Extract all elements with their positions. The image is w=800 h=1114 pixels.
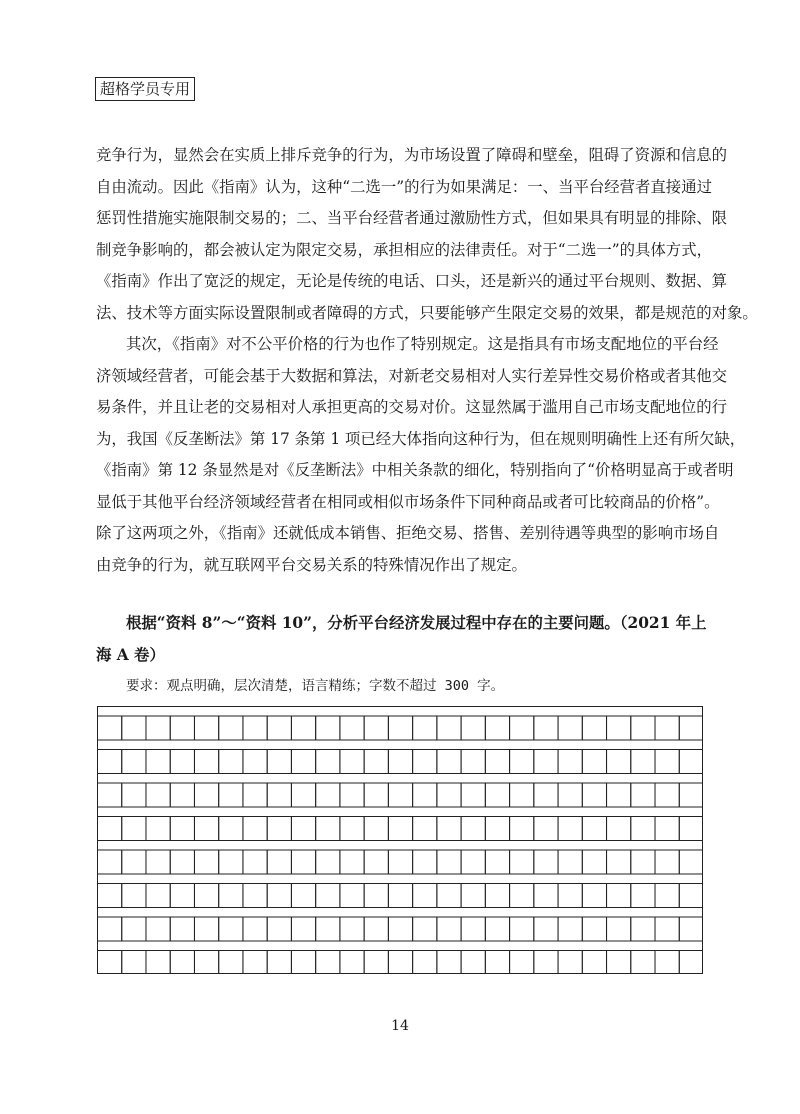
grid-cell[interactable] <box>679 884 703 908</box>
grid-cell[interactable] <box>534 817 558 841</box>
grid-cell[interactable] <box>219 750 243 774</box>
grid-cell[interactable] <box>437 783 461 807</box>
grid-cell[interactable] <box>291 917 315 941</box>
grid-cell[interactable] <box>461 850 485 874</box>
grid-cell[interactable] <box>194 917 218 941</box>
grid-cell[interactable] <box>316 951 340 975</box>
text-line: 法、技术等方面实际设置限制或者障碍的方式，只要能够产生限定交易的效果，都是规范的对象。 <box>96 303 758 322</box>
grid-cell[interactable] <box>340 783 364 807</box>
text-line: 为，我国《反垄断法》第 17 条第 1 项已经大体指向这种行为，但在规则明确性上还有所欠缺， <box>96 429 746 448</box>
grid-cell[interactable] <box>388 951 412 975</box>
grid-cell[interactable] <box>219 951 243 975</box>
grid-cell[interactable] <box>607 917 631 941</box>
page-number: 14 <box>391 1018 409 1034</box>
grid-cell[interactable] <box>534 716 558 740</box>
grid-cell[interactable] <box>98 917 122 941</box>
grid-cell[interactable] <box>340 951 364 975</box>
grid-cell[interactable] <box>219 917 243 941</box>
grid-cell[interactable] <box>461 917 485 941</box>
grid-cell[interactable] <box>679 817 703 841</box>
grid-cell[interactable] <box>170 750 194 774</box>
grid-cell[interactable] <box>243 817 267 841</box>
grid-cell[interactable] <box>655 850 679 874</box>
grid-cell[interactable] <box>170 716 194 740</box>
grid-cell[interactable] <box>267 951 291 975</box>
grid-cell[interactable] <box>582 917 606 941</box>
grid-cell[interactable] <box>413 951 437 975</box>
grid-cell[interactable] <box>364 783 388 807</box>
grid-cell[interactable] <box>582 951 606 975</box>
grid-cell[interactable] <box>340 884 364 908</box>
grid-cell[interactable] <box>631 951 655 975</box>
grid-cell[interactable] <box>510 850 534 874</box>
grid-cell[interactable] <box>316 850 340 874</box>
grid-cell[interactable] <box>267 750 291 774</box>
grid-cell[interactable] <box>679 783 703 807</box>
grid-cell[interactable] <box>267 850 291 874</box>
grid-cell[interactable] <box>607 716 631 740</box>
grid-cell[interactable] <box>219 884 243 908</box>
grid-cell[interactable] <box>534 750 558 774</box>
grid-cell[interactable] <box>413 750 437 774</box>
grid-cell[interactable] <box>582 716 606 740</box>
grid-cell[interactable] <box>291 783 315 807</box>
grid-cell[interactable] <box>194 850 218 874</box>
grid-row <box>98 817 704 841</box>
grid-cell[interactable] <box>122 716 146 740</box>
grid-cell[interactable] <box>461 783 485 807</box>
grid-row <box>98 850 704 874</box>
grid-cell[interactable] <box>364 750 388 774</box>
grid-cell[interactable] <box>655 951 679 975</box>
grid-cell[interactable] <box>437 917 461 941</box>
grid-cell[interactable] <box>146 817 170 841</box>
grid-cell[interactable] <box>219 817 243 841</box>
text-line: 除了这两项之外，《指南》还就低成本销售、拒绝交易、搭售、差别待遇等典型的影响市场自 <box>96 524 720 542</box>
grid-cell[interactable] <box>388 783 412 807</box>
grid-cell[interactable] <box>98 783 122 807</box>
grid-cell[interactable] <box>122 850 146 874</box>
grid-cell[interactable] <box>558 783 582 807</box>
grid-cell[interactable] <box>558 817 582 841</box>
grid-row <box>98 750 704 774</box>
grid-cell[interactable] <box>291 951 315 975</box>
grid-cell[interactable] <box>364 817 388 841</box>
grid-cell[interactable] <box>534 917 558 941</box>
grid-cell[interactable] <box>316 817 340 841</box>
grid-cell[interactable] <box>316 917 340 941</box>
text-line: 济领域经营者，可能会基于大数据和算法，对新老交易相对人实行差异性交易价格或者其他交 <box>96 366 728 385</box>
grid-cell[interactable] <box>510 716 534 740</box>
grid-cell[interactable] <box>607 850 631 874</box>
grid-cell[interactable] <box>388 850 412 874</box>
grid-cell[interactable] <box>607 817 631 841</box>
grid-cell[interactable] <box>340 716 364 740</box>
grid-cell[interactable] <box>534 951 558 975</box>
grid-cell[interactable] <box>534 783 558 807</box>
grid-cell[interactable] <box>194 951 218 975</box>
grid-cell[interactable] <box>316 884 340 908</box>
grid-cell[interactable] <box>340 817 364 841</box>
grid-row <box>98 917 704 941</box>
grid-cell[interactable] <box>558 750 582 774</box>
grid-cell[interactable] <box>267 783 291 807</box>
grid-cell[interactable] <box>558 884 582 908</box>
grid-cell[interactable] <box>98 817 122 841</box>
grid-cell[interactable] <box>170 783 194 807</box>
grid-cell[interactable] <box>316 750 340 774</box>
grid-cell[interactable] <box>243 783 267 807</box>
text-line: 易条件，并且让老的交易相对人承担更高的交易对价。这显然属于滥用自己市场支配地位的行 <box>96 398 728 416</box>
grid-cell[interactable] <box>170 917 194 941</box>
text-line: 《指南》第 12 条显然是对《反垄断法》中相关条款的细化，特别指向了“价格明显高于或者明 <box>96 461 734 479</box>
grid-cell[interactable] <box>558 917 582 941</box>
grid-cell[interactable] <box>631 884 655 908</box>
grid-cell[interactable] <box>485 850 509 874</box>
grid-cell[interactable] <box>122 884 146 908</box>
grid-cell[interactable] <box>194 783 218 807</box>
grid-cell[interactable] <box>485 917 509 941</box>
grid-row <box>98 884 704 908</box>
grid-cell[interactable] <box>631 850 655 874</box>
grid-cell[interactable] <box>146 884 170 908</box>
grid-cell[interactable] <box>170 817 194 841</box>
grid-cell[interactable] <box>316 716 340 740</box>
grid-cell[interactable] <box>267 817 291 841</box>
grid-cell[interactable] <box>364 850 388 874</box>
grid-row <box>98 716 704 740</box>
grid-cell[interactable] <box>510 884 534 908</box>
grid-cell[interactable] <box>146 951 170 975</box>
grid-cell[interactable] <box>291 850 315 874</box>
grid-cell[interactable] <box>582 750 606 774</box>
grid-cell[interactable] <box>316 783 340 807</box>
body-text <box>96 140 758 581</box>
grid-cell[interactable] <box>485 951 509 975</box>
grid-cell[interactable] <box>655 884 679 908</box>
grid-cell[interactable] <box>558 850 582 874</box>
text-line: 惩罚性措施实施限制交易的；二、当平台经营者通过激励性方式，但如果具有明显的排除、限 <box>96 209 728 227</box>
grid-cell[interactable] <box>510 750 534 774</box>
grid-cell[interactable] <box>340 850 364 874</box>
grid-cell[interactable] <box>243 951 267 975</box>
grid-cell[interactable] <box>679 917 703 941</box>
grid-cell[interactable] <box>146 783 170 807</box>
grid-cell[interactable] <box>364 951 388 975</box>
grid-cell[interactable] <box>631 783 655 807</box>
text-line: 《指南》作出了宽泛的规定，无论是传统的电话、口头，还是新兴的通过平台规则、数据、算 <box>96 272 728 290</box>
grid-cell[interactable] <box>291 884 315 908</box>
grid-cell[interactable] <box>146 716 170 740</box>
grid-cell[interactable] <box>437 884 461 908</box>
grid-cell[interactable] <box>655 716 679 740</box>
text-line: 自由流动。因此《指南》认为，这种“二选一”的行为如果满足：一、当平台经营者直接通过 <box>96 177 712 196</box>
grid-cell[interactable] <box>655 917 679 941</box>
grid-cell[interactable] <box>413 884 437 908</box>
grid-cell[interactable] <box>461 884 485 908</box>
grid-row <box>98 951 704 975</box>
grid-cell[interactable] <box>364 716 388 740</box>
grid-cell[interactable] <box>437 817 461 841</box>
question-line: 海 A 卷） <box>96 645 165 664</box>
grid-cell[interactable] <box>243 750 267 774</box>
grid-cell[interactable] <box>267 716 291 740</box>
grid-cell[interactable] <box>437 850 461 874</box>
grid-cell[interactable] <box>582 884 606 908</box>
grid-cell[interactable] <box>146 850 170 874</box>
grid-cell[interactable] <box>170 850 194 874</box>
grid-cell[interactable] <box>631 917 655 941</box>
answer-grid-svg <box>97 706 703 974</box>
grid-cell[interactable] <box>170 951 194 975</box>
grid-cell[interactable] <box>582 850 606 874</box>
grid-cell[interactable] <box>631 716 655 740</box>
grid-cell[interactable] <box>558 716 582 740</box>
grid-cell[interactable] <box>558 951 582 975</box>
grid-cell[interactable] <box>413 817 437 841</box>
grid-row <box>98 783 704 807</box>
grid-cell[interactable] <box>388 716 412 740</box>
grid-cell[interactable] <box>146 917 170 941</box>
grid-cell[interactable] <box>485 783 509 807</box>
grid-cell[interactable] <box>607 884 631 908</box>
grid-cell[interactable] <box>437 716 461 740</box>
grid-cell[interactable] <box>243 850 267 874</box>
grid-cell[interactable] <box>98 951 122 975</box>
exclusive-badge: 超格学员专用 <box>95 77 195 101</box>
grid-cell[interactable] <box>243 716 267 740</box>
grid-cell[interactable] <box>461 716 485 740</box>
grid-cell[interactable] <box>122 750 146 774</box>
grid-cell[interactable] <box>534 850 558 874</box>
grid-cell[interactable] <box>607 750 631 774</box>
grid-cell[interactable] <box>340 750 364 774</box>
text-line: 制竞争影响的，都会被认定为限定交易，承担相应的法律责任。对于“二选一”的具体方式， <box>96 240 712 259</box>
grid-cell[interactable] <box>679 750 703 774</box>
grid-cell[interactable] <box>98 850 122 874</box>
grid-cell[interactable] <box>388 750 412 774</box>
text-line: 其次，《指南》对不公平价格的行为也作了特别规定。这是指具有市场支配地位的平台经 <box>126 335 719 353</box>
grid-cell[interactable] <box>243 884 267 908</box>
grid-cell[interactable] <box>582 817 606 841</box>
grid-cell[interactable] <box>170 884 194 908</box>
grid-cell[interactable] <box>485 817 509 841</box>
grid-cell[interactable] <box>122 783 146 807</box>
text-line: 竞争行为，显然会在实质上排斥竞争的行为，为市场设置了障碍和壁垒，阻碍了资源和信息的 <box>96 146 728 164</box>
grid-cell[interactable] <box>413 917 437 941</box>
grid-cell[interactable] <box>485 750 509 774</box>
grid-cell[interactable] <box>243 917 267 941</box>
grid-cell[interactable] <box>510 783 534 807</box>
grid-cell[interactable] <box>631 817 655 841</box>
grid-cell[interactable] <box>98 750 122 774</box>
grid-cell[interactable] <box>291 750 315 774</box>
grid-cell[interactable] <box>461 951 485 975</box>
grid-cell[interactable] <box>437 951 461 975</box>
grid-cell[interactable] <box>194 884 218 908</box>
grid-cell[interactable] <box>98 716 122 740</box>
grid-cell[interactable] <box>146 750 170 774</box>
grid-cell[interactable] <box>194 750 218 774</box>
grid-cell[interactable] <box>194 817 218 841</box>
grid-cell[interactable] <box>461 750 485 774</box>
grid-cell[interactable] <box>364 884 388 908</box>
grid-cell[interactable] <box>122 951 146 975</box>
grid-cell[interactable] <box>267 884 291 908</box>
grid-cell[interactable] <box>413 850 437 874</box>
grid-cell[interactable] <box>219 716 243 740</box>
grid-cell[interactable] <box>534 884 558 908</box>
grid-cell[interactable] <box>582 783 606 807</box>
text-line: 由竞争的行为，就互联网平台交易关系的特殊情况作出了规定。 <box>96 555 527 574</box>
grid-cell[interactable] <box>655 750 679 774</box>
grid-cell[interactable] <box>510 817 534 841</box>
grid-cell[interactable] <box>291 716 315 740</box>
grid-cell[interactable] <box>122 917 146 941</box>
grid-cell[interactable] <box>485 716 509 740</box>
grid-cell[interactable] <box>413 716 437 740</box>
question-prompt <box>96 608 708 671</box>
grid-cell[interactable] <box>655 817 679 841</box>
grid-cell[interactable] <box>679 850 703 874</box>
grid-cell[interactable] <box>98 884 122 908</box>
grid-cell[interactable] <box>655 783 679 807</box>
grid-cell[interactable] <box>291 817 315 841</box>
grid-cell[interactable] <box>388 884 412 908</box>
grid-cell[interactable] <box>607 783 631 807</box>
question-line: 根据“资料 8”～“资料 10”，分析平台经济发展过程中存在的主要问题。（2021 年上 <box>126 614 707 632</box>
grid-cell[interactable] <box>679 951 703 975</box>
grid-cell[interactable] <box>679 716 703 740</box>
grid-cell[interactable] <box>607 951 631 975</box>
grid-cell[interactable] <box>510 951 534 975</box>
grid-cell[interactable] <box>413 783 437 807</box>
grid-cell[interactable] <box>388 917 412 941</box>
answer-requirement: 要求：观点明确，层次清楚，语言精练；字数不超过 300 字。 <box>126 678 505 694</box>
grid-cell[interactable] <box>219 783 243 807</box>
grid-cell[interactable] <box>122 817 146 841</box>
grid-cell[interactable] <box>510 917 534 941</box>
grid-cell[interactable] <box>437 750 461 774</box>
grid-cell[interactable] <box>485 884 509 908</box>
grid-cell[interactable] <box>461 817 485 841</box>
grid-cell[interactable] <box>631 750 655 774</box>
grid-cell[interactable] <box>388 817 412 841</box>
grid-cell[interactable] <box>219 850 243 874</box>
grid-cell[interactable] <box>267 917 291 941</box>
grid-cell[interactable] <box>340 917 364 941</box>
grid-cell[interactable] <box>194 716 218 740</box>
answer-grid <box>97 706 703 974</box>
text-line: 显低于其他平台经济领域经营者在相同或相似市场条件下同种商品或者可比较商品的价格”。 <box>96 492 720 511</box>
grid-cell[interactable] <box>364 917 388 941</box>
